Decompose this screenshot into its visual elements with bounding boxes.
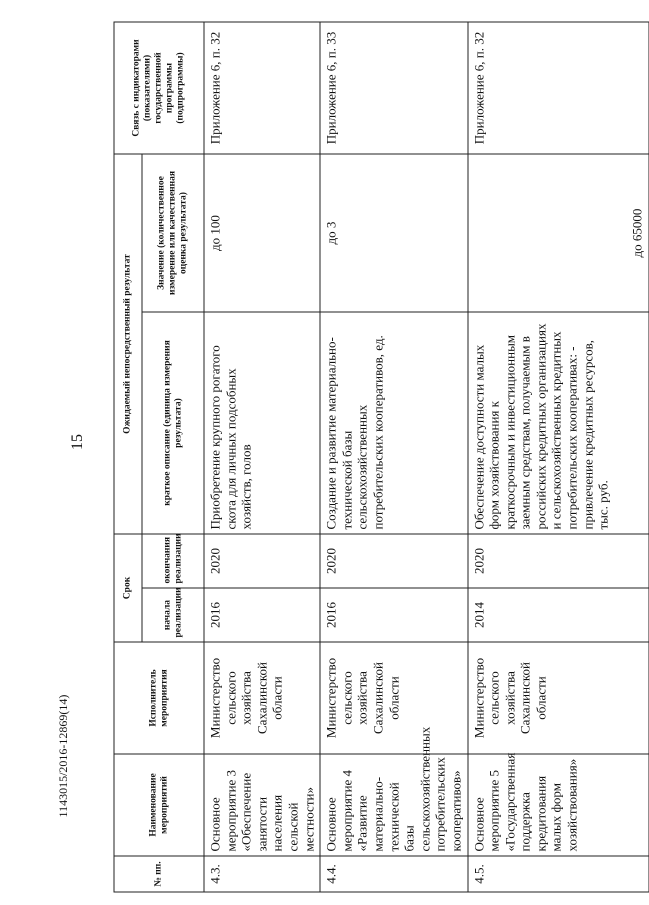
row-start: 2016 [320, 588, 467, 642]
row-executor: Министерство сельского хозяйства Сахалинской области [320, 642, 467, 754]
row-executor: Министерство сельского хозяйства Сахалинской области [467, 642, 648, 754]
header-executor: Исполнитель мероприятия [114, 642, 204, 754]
header-expected: Ожидаемый непосредственный результат [114, 154, 142, 534]
table-row [320, 22, 467, 892]
header-term: Срок [114, 534, 142, 642]
row-link: Приложение 6, п. 32 [204, 22, 320, 154]
row-link: Приложение 6, п. 32 [467, 22, 648, 154]
row-end: 2020 [204, 534, 320, 588]
row-link: Приложение 6, п. 33 [320, 22, 467, 154]
row-executor: Министерство сельского хозяйства Сахалинской области [204, 642, 320, 754]
header-link: Связь с индикаторами (показателями) государственной программы (подпрограммы) [114, 22, 204, 154]
row-end: 2020 [320, 534, 467, 588]
header-num: № пп. [114, 856, 204, 892]
activities-table [113, 21, 649, 892]
row-num: 4.3. [204, 856, 320, 892]
header-short-desc: краткое описание (единица измерения результата) [142, 312, 204, 534]
page-number: 15 [69, 434, 86, 450]
table-row [467, 22, 648, 892]
row-desc: Создание и развитие материально-технической базы сельскохозяйственных потребительских кооперативов, ед. [320, 312, 467, 534]
table-container [113, 22, 644, 892]
row-name: Основное мероприятие 4 «Развитие материально-технической базы сельскохозяйственных потребительских кооперативов» [320, 754, 467, 856]
header-name: Наименование мероприятий [114, 754, 204, 856]
header-end: окончания реализации [142, 534, 204, 588]
row-value: до 3 [320, 154, 467, 312]
row-name: Основное мероприятие 5 «Государственная поддержка кредитования малых форм хозяйствования» [467, 754, 648, 856]
document-code: 1143015/2016-12869(14) [56, 694, 70, 818]
row-name: Основное мероприятие 3 «Обеспечение занятости населения сельской местности» [204, 754, 320, 856]
row-num: 4.4. [320, 856, 467, 892]
row-num: 4.5. [467, 856, 648, 892]
row-desc: Обеспечение доступности малых форм хозяйствования к краткосрочным и инвестиционным заемным средствам, получаемым в российских кредитных организациях и сельскохозяйственных кредитных потребительских кооперативах: - привлечение кредитных ресурсов, тыс. руб. [467, 312, 648, 534]
row-end: 2020 [467, 534, 648, 588]
row-start: 2016 [204, 588, 320, 642]
row-value: до 100 [204, 154, 320, 312]
row-desc: Приобретение крупного рогатого скота для личных подсобных хозяйств, голов [204, 312, 320, 534]
header-value: Значение (количественное измерение или качественная оценка результата) [142, 154, 204, 312]
header-start: начала реализации [142, 588, 204, 642]
table-row [204, 22, 320, 892]
row-value: до 65000 [467, 154, 648, 312]
row-start: 2014 [467, 588, 648, 642]
rotated-table [113, 22, 644, 892]
